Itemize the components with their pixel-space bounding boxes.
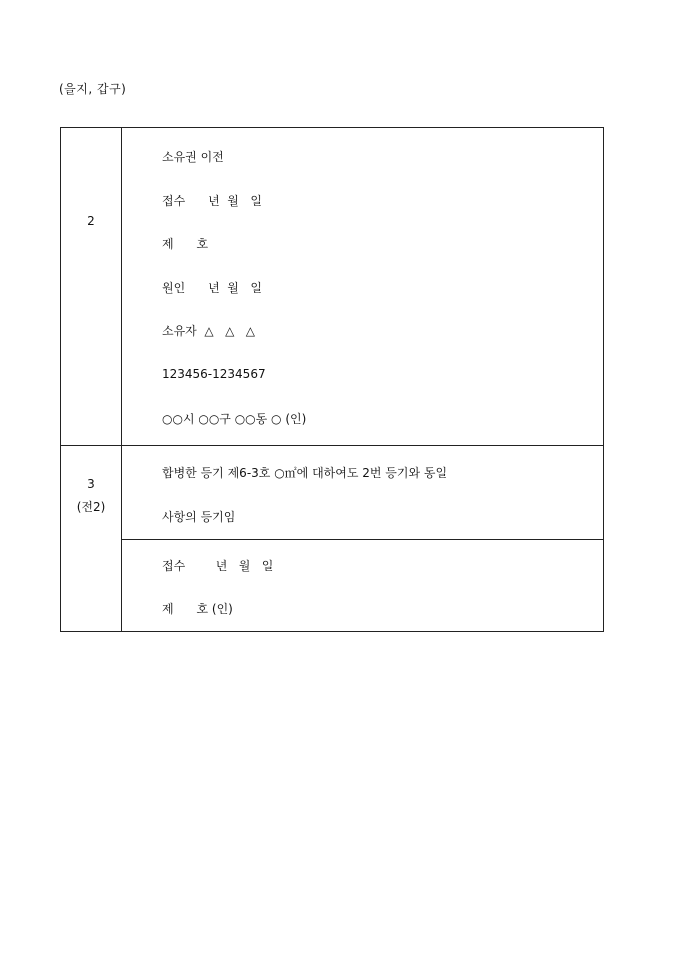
- entry-cause: 원인 년 월 일: [162, 281, 262, 295]
- entry-address: ○○시 ○○구 ○○동 ○ (인): [162, 412, 307, 426]
- row-number: 2: [87, 214, 95, 228]
- row-divider: [60, 445, 604, 446]
- entry-id-number: 123456-1234567: [162, 367, 266, 381]
- row-number-sub: (전2): [76, 500, 106, 514]
- entry-merge-note: 합병한 등기 제6-3호 ○㎡에 대하여도 2번 등기와 동일: [162, 466, 448, 480]
- register-table: [60, 127, 604, 632]
- entry-owner: 소유자 △ △ △: [162, 324, 255, 338]
- entry-number-seal: 제 호 (인): [162, 602, 233, 616]
- row-number: 3: [87, 477, 95, 491]
- entry-merge-note-cont: 사항의 등기임: [162, 510, 236, 524]
- entry-number: 제 호: [162, 237, 209, 251]
- column-divider: [121, 127, 122, 632]
- row3-inner-divider: [121, 539, 604, 540]
- page-header: (을지, 갑구): [59, 82, 127, 96]
- entry-receipt: 접수 년 월 일: [162, 559, 274, 573]
- entry-receipt: 접수 년 월 일: [162, 194, 262, 208]
- entry-purpose: 소유권 이전: [162, 150, 224, 164]
